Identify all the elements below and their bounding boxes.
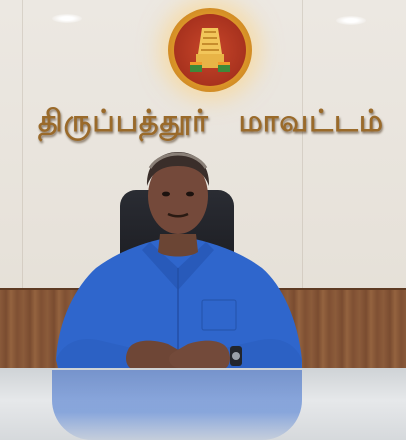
desk-reflection — [52, 370, 302, 440]
signage-word: திருப்பத்தூர் — [38, 104, 209, 139]
signage-word: மாவட்டம் — [238, 104, 384, 139]
